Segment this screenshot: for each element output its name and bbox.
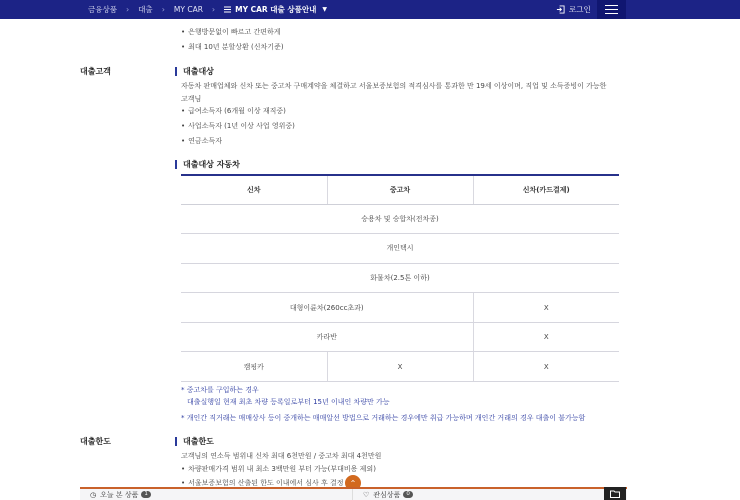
- hamburger-icon: [605, 2, 618, 17]
- vehicle-table: [181, 174, 619, 382]
- folder-button[interactable]: [604, 487, 626, 500]
- clock-icon: ◷: [90, 490, 97, 499]
- limit-desc: 고객님의 연소득 범위내 신차 최대 6천만원 / 중고차 최대 4천만원: [181, 452, 382, 460]
- menu-button[interactable]: [597, 0, 626, 19]
- recent-products-tab[interactable]: [80, 489, 353, 500]
- folder-icon: [610, 490, 620, 498]
- section-label-limit: 대출한도: [80, 437, 111, 446]
- login-button[interactable]: [556, 0, 591, 19]
- table-row: [181, 234, 619, 264]
- breadcrumb-item-mycar[interactable]: MY CAR: [173, 5, 203, 14]
- breadcrumb-item-finance[interactable]: 금융상품: [88, 5, 117, 14]
- table-row: [181, 293, 619, 323]
- subtitle-limit: 대출한도: [175, 437, 214, 446]
- favorites-label: 관심상품: [373, 490, 401, 499]
- table-row: [181, 204, 619, 234]
- table-cell: 캠핑카: [181, 352, 327, 382]
- table-cell-x: X: [473, 352, 619, 382]
- note-used-car: * 중고차를 구입하는 경우: [181, 386, 259, 394]
- list-icon: [224, 6, 231, 13]
- table-cell: 개인택시: [181, 234, 619, 264]
- subtitle-vehicles: 대출대상 자동차: [175, 160, 240, 169]
- login-icon: [556, 5, 565, 14]
- chevron-right-icon: ›: [211, 5, 216, 14]
- table-cell: 대형이륜차(260cc초과): [181, 293, 473, 323]
- table-header: 신차(카드결제): [473, 175, 619, 204]
- section-label-borrower: 대출고객: [80, 67, 111, 76]
- intro-bullet: • 최대 10년 분할상환 (신차기준): [181, 42, 284, 52]
- borrower-bullet: • 사업소득자 (1년 이상 사업 영위중): [181, 121, 295, 131]
- bottom-bar: [80, 487, 627, 500]
- breadcrumb-current-dropdown[interactable]: [224, 4, 327, 15]
- breadcrumb: [88, 0, 327, 19]
- breadcrumb-current-label: MY CAR 대출 상품안내: [235, 5, 317, 14]
- note-private-trade: * 개인간 직거래는 매매상사 등이 중개하는 매매알선 방법으로 거래하는 경우에만 취급 가능하며 개인간 거래의 경우 대출이 불가능함: [181, 414, 586, 422]
- login-label: 로그인: [569, 5, 591, 14]
- chevron-up-icon: ⌃: [349, 478, 357, 488]
- table-row: [181, 263, 619, 293]
- breadcrumb-item-loan[interactable]: 대출: [138, 5, 153, 14]
- borrower-desc: 자동차 판매업체와 신차 또는 중고차 구매계약을 체결하고 서울보증보험의 적격심사를 통과한 만 19세 이상이며, 직업 및 소득증빙이 가능한: [181, 82, 607, 90]
- limit-bullet: • 서울보증보험의 산출된 한도 이내에서 심사 후 결정: [181, 478, 344, 488]
- table-cell-x: X: [473, 322, 619, 352]
- borrower-bullet: • 급여소득자 (6개월 이상 재직중): [181, 106, 286, 116]
- top-nav: [0, 0, 740, 19]
- table-row: [181, 352, 619, 382]
- table-header-row: [181, 175, 619, 204]
- intro-bullet: • 은행방문없이 빠르고 간편하게: [181, 27, 281, 37]
- note-used-car-detail: 대출실행일 현재 최초 차량 등록일로부터 15년 이내인 차량만 가능: [187, 398, 390, 406]
- table-cell: 승용차 및 승합차(전차종): [181, 204, 619, 234]
- table-cell: 화물차(2.5톤 이하): [181, 263, 619, 293]
- table-cell-x: X: [327, 352, 473, 382]
- table-header: 중고차: [327, 175, 473, 204]
- recent-count-badge: 1: [141, 491, 151, 498]
- favorites-tab[interactable]: [353, 489, 626, 500]
- recent-products-label: 오늘 본 상품: [100, 490, 139, 499]
- favorites-count-badge: 0: [403, 491, 413, 498]
- table-cell: 카라반: [181, 322, 473, 352]
- table-cell-x: X: [473, 293, 619, 323]
- borrower-bullet: • 연금소득자: [181, 136, 222, 146]
- heart-icon: ♡: [363, 490, 370, 499]
- chevron-right-icon: ›: [161, 5, 165, 14]
- chevron-right-icon: ›: [125, 5, 130, 14]
- borrower-desc-cont: 고객님: [181, 95, 202, 103]
- limit-bullet: • 차량판매가격 범위 내 최소 3백만원 부터 가능(부대비용 제외): [181, 464, 376, 474]
- caret-down-icon: ▼: [322, 6, 328, 13]
- subtitle-target: 대출대상: [175, 67, 214, 76]
- table-row: [181, 322, 619, 352]
- table-header: 신차: [181, 175, 327, 204]
